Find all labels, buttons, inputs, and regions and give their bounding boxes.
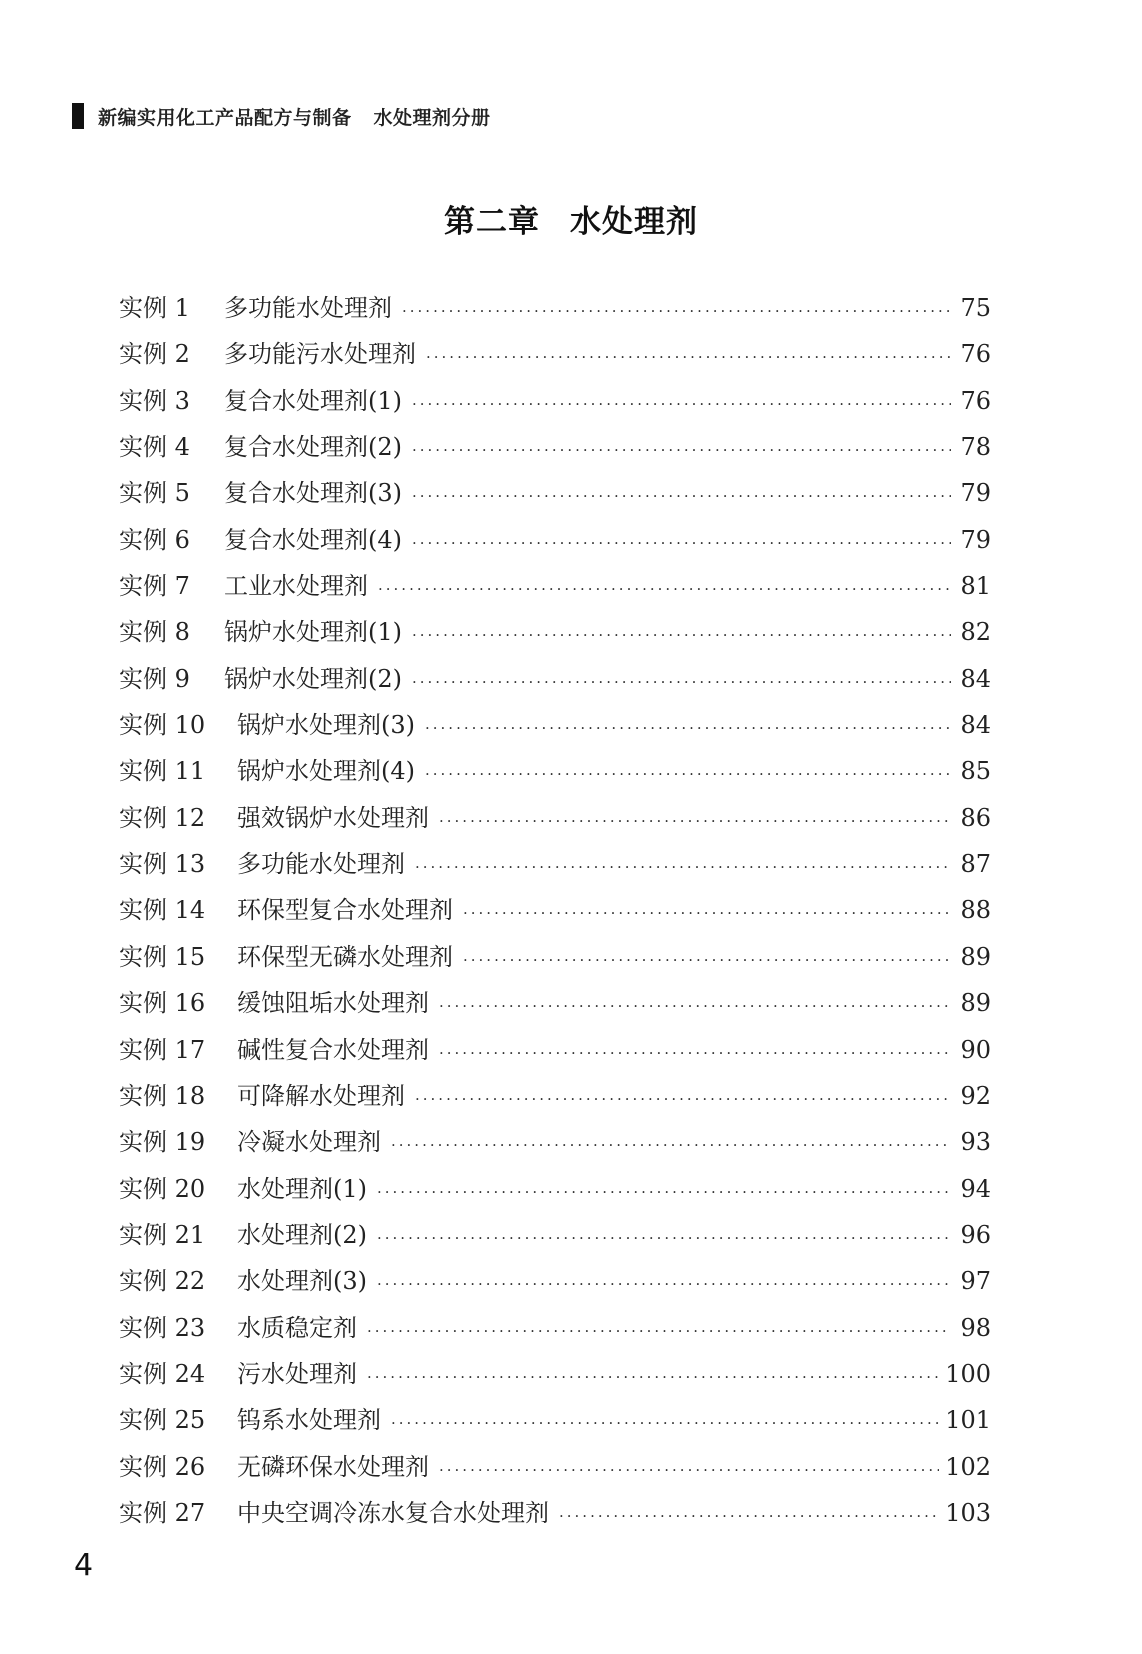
toc-entry-title: 强效锅炉水处理剂 (237, 803, 429, 832)
toc-entry-label: 实例 12 (119, 803, 206, 832)
toc-dot-leader (412, 626, 951, 644)
toc-entry-label: 实例 22 (119, 1267, 206, 1296)
running-head (72, 102, 491, 130)
toc-entry-label: 实例 19 (119, 1128, 206, 1157)
volume-title: 水处理剂分册 (373, 106, 491, 129)
toc-entry[interactable] (119, 1261, 991, 1307)
toc-dot-leader (439, 1044, 951, 1062)
page-number: 4 (74, 1548, 94, 1583)
toc-entry-title: 冷凝水处理剂 (237, 1128, 381, 1157)
toc-entry[interactable] (119, 381, 991, 427)
toc-entry-title: 锅炉水处理剂(1) (224, 618, 402, 647)
toc-dot-leader (391, 1136, 951, 1154)
toc-entry[interactable] (119, 1493, 991, 1539)
toc-entry-page: 97 (960, 1267, 991, 1296)
toc-entry-page: 79 (960, 479, 991, 508)
toc-entry[interactable] (119, 288, 991, 334)
book-title: 新编实用化工产品配方与制备 (98, 106, 352, 129)
toc-entry-title: 多功能水处理剂 (224, 294, 392, 322)
toc-dot-leader (463, 951, 951, 969)
toc-entry[interactable] (119, 427, 991, 473)
toc-dot-leader (425, 765, 951, 783)
chapter-title: 水处理剂 (570, 204, 698, 240)
toc-entry-title: 钨系水处理剂 (237, 1406, 381, 1435)
toc-entry-page: 86 (960, 803, 991, 832)
toc-entry-title: 工业水处理剂 (224, 572, 368, 601)
toc-entry[interactable] (119, 1215, 991, 1261)
toc-entry-page: 103 (945, 1498, 991, 1527)
toc-dot-leader (378, 580, 951, 598)
toc-dot-leader (412, 487, 951, 505)
toc-entry-title: 复合水处理剂(3) (224, 479, 402, 508)
toc-entry-label: 实例 24 (119, 1359, 206, 1388)
toc-entry-title: 复合水处理剂(1) (224, 386, 402, 415)
toc-dot-leader (426, 348, 951, 366)
toc-entry[interactable] (119, 798, 991, 844)
toc-entry-title: 中央空调冷冻水复合水处理剂 (237, 1498, 549, 1527)
toc-entry-title: 锅炉水处理剂(2) (224, 664, 402, 693)
toc-entry-label: 实例 5 (119, 479, 190, 508)
toc-entry-label: 实例 6 (119, 525, 190, 554)
toc-entry-page: 82 (960, 618, 991, 647)
toc-entry[interactable] (119, 751, 991, 797)
toc-entry-page: 81 (960, 572, 991, 601)
toc-entry-title: 复合水处理剂(2) (224, 433, 402, 462)
toc-entry-title: 多功能水处理剂 (237, 850, 405, 879)
toc-entry-label: 实例 7 (119, 572, 190, 601)
toc-entry-page: 98 (960, 1313, 991, 1342)
toc-entry-title: 锅炉水处理剂(4) (237, 757, 415, 786)
toc-entry-page: 84 (960, 711, 991, 740)
toc-entry-page: 76 (960, 340, 991, 369)
toc-entry-title: 水处理剂(3) (237, 1267, 367, 1296)
toc-dot-leader (439, 812, 951, 830)
toc-entry[interactable] (119, 520, 991, 566)
toc-entry-page: 93 (960, 1128, 991, 1157)
toc-entry[interactable] (119, 1447, 991, 1493)
toc-entry[interactable] (119, 566, 991, 612)
toc-entry[interactable] (119, 983, 991, 1029)
toc-entry-page: 76 (960, 386, 991, 415)
toc-entry[interactable] (119, 890, 991, 936)
toc-entry-title: 水质稳定剂 (237, 1313, 357, 1342)
toc-entry-title: 可降解水处理剂 (237, 1081, 405, 1110)
toc-entry[interactable] (119, 659, 991, 705)
toc-entry-label: 实例 4 (119, 433, 190, 462)
toc-entry[interactable] (119, 1169, 991, 1215)
toc-entry-label: 实例 11 (119, 757, 206, 786)
toc-entry-page: 100 (945, 1359, 991, 1388)
toc-entry-label: 实例 18 (119, 1081, 206, 1110)
toc-entry-title: 水处理剂(1) (237, 1174, 367, 1203)
toc-dot-leader (415, 1090, 951, 1108)
chapter-number: 第二章 (444, 204, 540, 240)
toc-dot-leader (439, 997, 951, 1015)
toc-entry-title: 污水处理剂 (237, 1359, 357, 1388)
toc-entry-label: 实例 9 (119, 664, 190, 693)
toc-entry-title: 水处理剂(2) (237, 1220, 367, 1249)
toc-entry-title: 无磷环保水处理剂 (237, 1452, 429, 1481)
toc-entry-page: 88 (960, 896, 991, 925)
toc-entry-label: 实例 27 (119, 1498, 206, 1527)
toc-entry-title: 锅炉水处理剂(3) (237, 711, 415, 740)
toc-dot-leader (367, 1322, 951, 1340)
toc-entry-label: 实例 21 (119, 1220, 206, 1249)
toc-entry-label: 实例 26 (119, 1452, 206, 1481)
toc-entry-label: 实例 13 (119, 850, 206, 879)
toc-dot-leader (425, 719, 951, 737)
toc-entry-title: 多功能污水处理剂 (224, 340, 416, 369)
table-of-contents (119, 288, 991, 1539)
toc-entry[interactable] (119, 937, 991, 983)
toc-entry-page: 96 (960, 1220, 991, 1249)
toc-entry-page: 85 (960, 757, 991, 786)
toc-dot-leader (377, 1275, 951, 1293)
toc-entry-label: 实例 3 (119, 386, 190, 415)
toc-entry-title: 环保型复合水处理剂 (237, 896, 453, 925)
toc-entry-label: 实例 16 (119, 989, 206, 1018)
toc-entry-page: 101 (945, 1406, 991, 1435)
toc-dot-leader (412, 673, 951, 691)
toc-entry[interactable] (119, 334, 991, 380)
toc-entry[interactable] (119, 1400, 991, 1446)
toc-entry[interactable] (119, 1354, 991, 1400)
toc-entry-label: 实例 14 (119, 896, 206, 925)
toc-entry-label: 实例 2 (119, 340, 190, 369)
toc-dot-leader (559, 1507, 939, 1525)
toc-entry-label: 实例 10 (119, 711, 206, 740)
toc-entry[interactable] (119, 1308, 991, 1354)
toc-entry-title: 复合水处理剂(4) (224, 525, 402, 554)
toc-entry-label: 实例 20 (119, 1174, 206, 1203)
toc-entry[interactable] (119, 844, 991, 890)
toc-entry-page: 89 (960, 989, 991, 1018)
toc-dot-leader (402, 302, 951, 320)
toc-dot-leader (391, 1414, 939, 1432)
toc-entry-label: 实例 1 (119, 294, 190, 322)
toc-entry-page: 79 (960, 525, 991, 554)
toc-entry-page: 90 (960, 1035, 991, 1064)
toc-entry-page: 78 (960, 433, 991, 462)
chapter-heading (0, 196, 1142, 241)
toc-entry[interactable] (119, 1076, 991, 1122)
toc-dot-leader (415, 858, 951, 876)
toc-entry-page: 87 (960, 850, 991, 879)
toc-entry-title: 环保型无磷水处理剂 (237, 942, 453, 971)
toc-entry-page: 84 (960, 664, 991, 693)
toc-dot-leader (412, 534, 951, 552)
toc-entry[interactable] (119, 612, 991, 658)
toc-dot-leader (412, 395, 951, 413)
toc-entry[interactable] (119, 1122, 991, 1168)
toc-entry[interactable] (119, 473, 991, 519)
toc-dot-leader (367, 1368, 939, 1386)
toc-entry-label: 实例 25 (119, 1406, 206, 1435)
toc-entry[interactable] (119, 705, 991, 751)
toc-entry-title: 碱性复合水处理剂 (237, 1035, 429, 1064)
toc-entry[interactable] (119, 1030, 991, 1076)
toc-dot-leader (377, 1183, 951, 1201)
toc-entry-page: 92 (960, 1081, 991, 1110)
toc-entry-title: 缓蚀阻垢水处理剂 (237, 989, 429, 1018)
toc-entry-label: 实例 15 (119, 942, 206, 971)
toc-dot-leader (439, 1461, 939, 1479)
toc-dot-leader (463, 904, 951, 922)
toc-dot-leader (412, 441, 951, 459)
toc-entry-page: 102 (945, 1452, 991, 1481)
toc-entry-label: 实例 23 (119, 1313, 206, 1342)
running-head-bar (72, 103, 84, 129)
toc-entry-page: 89 (960, 942, 991, 971)
toc-entry-label: 实例 8 (119, 618, 190, 647)
toc-dot-leader (377, 1229, 951, 1247)
toc-entry-label: 实例 17 (119, 1035, 206, 1064)
toc-entry-page: 94 (960, 1174, 991, 1203)
toc-entry-page: 75 (960, 294, 991, 322)
